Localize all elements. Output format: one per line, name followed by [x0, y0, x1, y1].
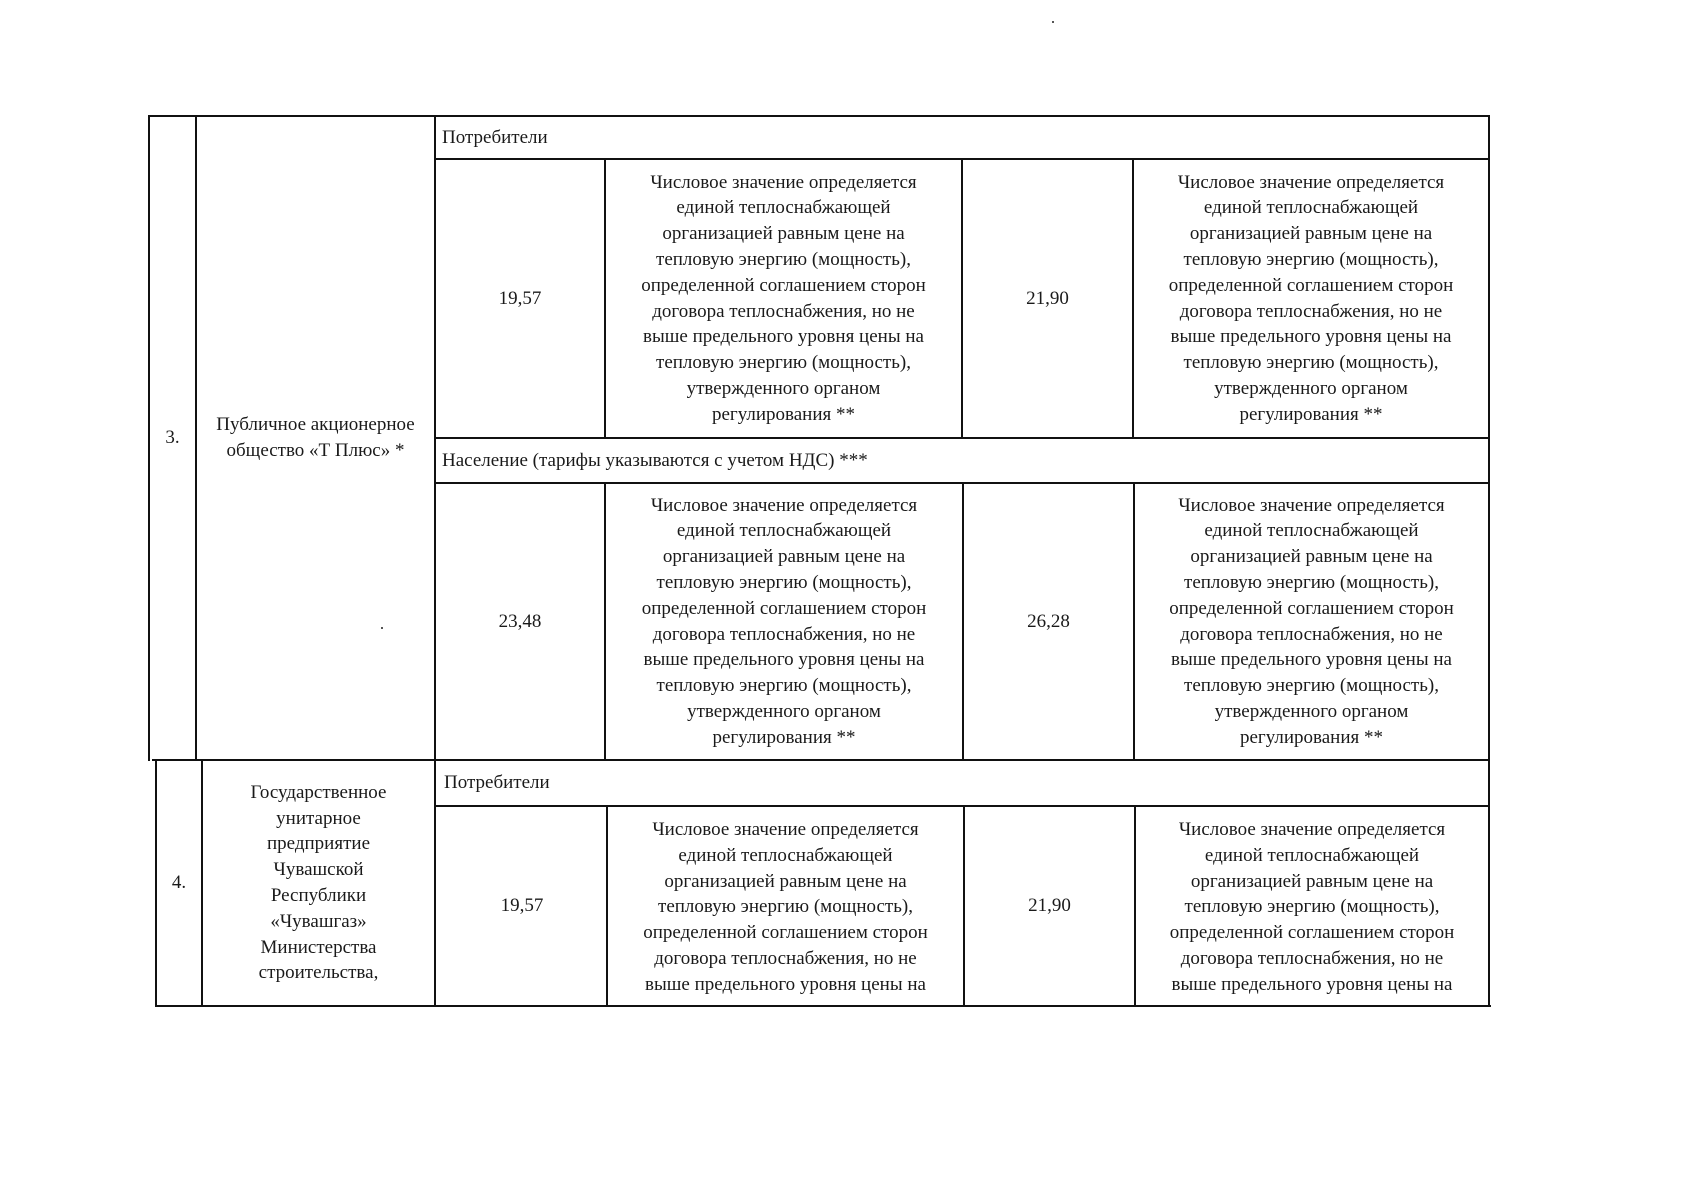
- price-value: 19,57: [500, 895, 544, 917]
- price-description: Числовое значение определяется единой теплоснабжающей организацией равным цене на тепловую энергию (мощность), определенной соглашением сторон договора теплоснабжения, но не выше предельного уровня цены на: [643, 819, 928, 995]
- scan-speck: [381, 627, 383, 629]
- table-bottom-border: [155, 1005, 1491, 1007]
- price-description: Числовое значение определяется единой теплоснабжающей организацией равным цене на тепловую энергию (мощность), определенной соглашением сторон договора теплоснабжения, но не выше предельного уровня цены на: [1169, 819, 1455, 995]
- row-number: 3.: [165, 427, 180, 449]
- price-value: 26,28: [1027, 610, 1070, 632]
- price-description: Числовое значение определяется единой теплоснабжающей организацией равным цене на тепловую энергию (мощность), определенной соглашением сторон договора теплоснабжения, но не выше предельного уровня цены на тепловую энергию (мощность), утвержденного органом регулирования **: [641, 494, 927, 748]
- category-label: Потребители: [442, 126, 548, 148]
- price-description: Числовое значение определяется единой теплоснабжающей организацией равным цене на тепловую энергию (мощность), определенной соглашением сторон договора теплоснабжения, но не выше предельного уровня цены на тепловую энергию (мощность), утвержденного органом регулирования **: [641, 171, 926, 425]
- price-value: 21,90: [1028, 895, 1071, 917]
- price-value: 19,57: [498, 287, 542, 309]
- price-value: 21,90: [1026, 287, 1069, 309]
- category-label: Население (тарифы указываются с учетом НДС) ***: [442, 449, 868, 471]
- price-description: Числовое значение определяется единой теплоснабжающей организацией равным цене на тепловую энергию (мощность), определенной соглашением сторон договора теплоснабжения, но не выше предельного уровня цены на тепловую энергию (мощность), утвержденного органом регулирования **: [1168, 171, 1454, 425]
- organization-name: Государственное унитарное предприятие Чувашской Республики «Чувашгаз» Министерства строительства,: [250, 781, 387, 984]
- category-label: Потребители: [444, 772, 550, 794]
- price-value: 23,48: [498, 610, 542, 632]
- scan-speck: [1052, 21, 1054, 23]
- row-number: 4.: [171, 872, 187, 894]
- price-description: Числовое значение определяется единой теплоснабжающей организацией равным цене на тепловую энергию (мощность), определенной соглашением сторон договора теплоснабжения, но не выше предельного уровня цены на тепловую энергию (мощность), утвержденного органом регулирования **: [1169, 494, 1454, 748]
- organization-name: Публичное акционерное общество «Т Плюс» *: [216, 414, 415, 461]
- table-right-border: [1488, 115, 1490, 1007]
